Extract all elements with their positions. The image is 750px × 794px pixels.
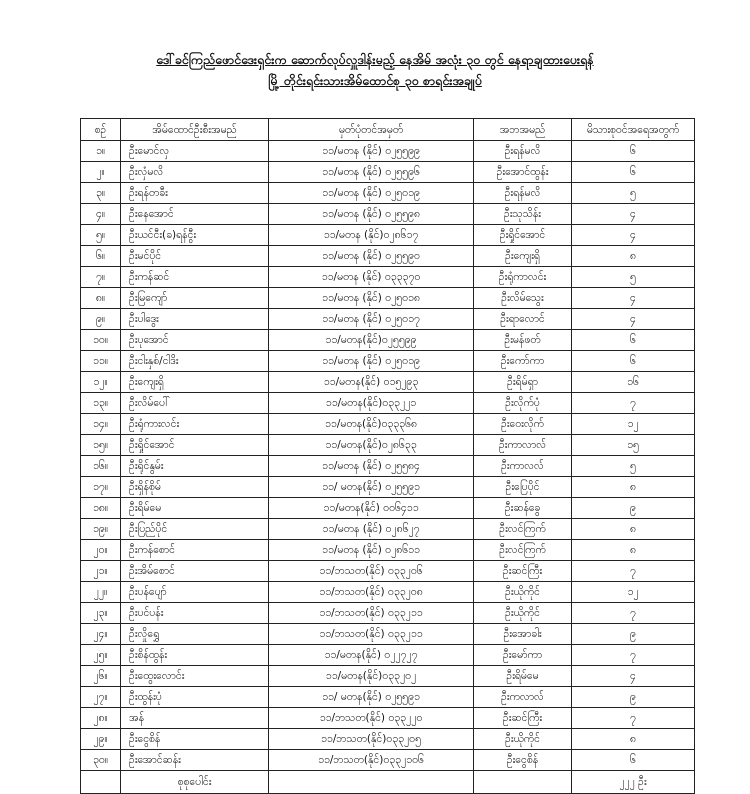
nrc-number-cell: ၁၁/မတန(နိုင်)၀၃၃၂၀၂: [269, 666, 474, 687]
total-empty-cell: [269, 771, 474, 794]
father-name-cell: ဦးသုသိန်း: [474, 204, 572, 225]
father-name-cell: ဦးယိုကိုင်: [474, 729, 572, 750]
table-row: [81, 729, 695, 750]
nrc-number-cell: ၁၁/မတန (နိုင်) ၀၂၅၅၈၄: [269, 456, 474, 477]
document-title-line-2: မြို့ တိုင်းရင်းသားအိမ်ထောင်စု ၃၀ စာရင်းအချုပ်: [268, 73, 482, 88]
serial-cell: ၁၆။: [81, 456, 121, 477]
table-row: [81, 246, 695, 267]
table-row: [81, 477, 695, 498]
table-row: [81, 435, 695, 456]
table-row: [81, 603, 695, 624]
family-count-cell: ၄: [572, 666, 695, 687]
family-count-cell: ၁၂: [572, 414, 695, 435]
total-empty-cell: [81, 771, 121, 794]
household-head-cell: ဦးလိမ်ပေါ်: [121, 393, 269, 414]
table-row: [81, 267, 695, 288]
table-row: [81, 351, 695, 372]
family-count-cell: ၇: [572, 645, 695, 666]
table-row: [81, 393, 695, 414]
household-head-cell: ဦးမင်ပိုင်: [121, 246, 269, 267]
nrc-number-cell: ၁၁/မတန (နိုင်) ၀၂၅၅၉၆: [269, 162, 474, 183]
household-head-cell: ဦးငွေစိန်: [121, 729, 269, 750]
household-head-cell: ဦးပြည်ပိုင်: [121, 519, 269, 540]
father-name-cell: ဦးဝေးလိုက်: [474, 414, 572, 435]
serial-cell: ၄။: [81, 204, 121, 225]
family-count-cell: ၆: [572, 162, 695, 183]
father-name-cell: ဦးမန်ဖတ်: [474, 330, 572, 351]
father-name-cell: ဦးကော်ကာ: [474, 351, 572, 372]
nrc-number-cell: ၁၁/မတန(နိုင်) ၀၁၅၂၉၃: [269, 372, 474, 393]
serial-cell: ၅။: [81, 225, 121, 246]
household-head-cell: ဦးရန်တခီး: [121, 183, 269, 204]
household-head-cell: ဦးအိမ်စောင်: [121, 561, 269, 582]
nrc-number-cell: ၁၁/မတန (နိုင်) ၀၃၃၃၇၀: [269, 267, 474, 288]
family-count-cell: ၅: [572, 183, 695, 204]
table-row: [81, 456, 695, 477]
nrc-number-cell: ၁၁/ဘသတ(နိုင်) ၀၃၃၂၀၈: [269, 582, 474, 603]
serial-cell: ၁၇။: [81, 477, 121, 498]
nrc-number-cell: ၁၁/ဘသတ(နိုင်)၀၃၃၂၀၅: [269, 729, 474, 750]
column-header-father-name: အဘအမည်: [474, 119, 572, 141]
serial-cell: ၉။: [81, 309, 121, 330]
serial-cell: ၇။: [81, 267, 121, 288]
household-head-cell: ဦးရုံကားလင်း: [121, 414, 269, 435]
household-head-cell: ဦးငါးနှစ်/ငါဒိး: [121, 351, 269, 372]
serial-cell: ၁၉။: [81, 519, 121, 540]
serial-cell: ၂၃။: [81, 603, 121, 624]
nrc-number-cell: ၁၁/ မတန(နိုင်) ၀၂၅၅၉၁: [269, 477, 474, 498]
serial-cell: ၁။: [81, 141, 121, 162]
household-head-cell: ဦးကန်ဆင်: [121, 267, 269, 288]
nrc-number-cell: ၁၁/မတန (နိုင်) ၀၂၅၀၁၈: [269, 288, 474, 309]
total-value: ၂၂၂ ဦး: [572, 771, 695, 794]
family-count-cell: ၁၅: [572, 435, 695, 456]
table-row: [81, 330, 695, 351]
nrc-number-cell: ၁၁/မတန (နိုင်)၀၂၈၆၁၇: [269, 225, 474, 246]
serial-cell: ၂၀။: [81, 540, 121, 561]
serial-cell: ၂။: [81, 162, 121, 183]
family-count-cell: ၈: [572, 729, 695, 750]
family-count-cell: ၇: [572, 561, 695, 582]
household-head-cell: ဦးလှံမလိ: [121, 162, 269, 183]
serial-cell: ၂၉။: [81, 729, 121, 750]
father-name-cell: ဦးကလာလ်: [474, 687, 572, 708]
serial-cell: ၁၃။: [81, 393, 121, 414]
column-header-nrc-number: မှတ်ပုံတင်အမှတ်: [269, 119, 474, 141]
serial-cell: ၂၅။: [81, 645, 121, 666]
table-header-row: [81, 119, 695, 141]
table-row: [81, 582, 695, 603]
serial-cell: ၁၂။: [81, 372, 121, 393]
father-name-cell: ဦးလင်ကြက်: [474, 519, 572, 540]
household-head-cell: ဦးကန်စောင်: [121, 540, 269, 561]
household-head-cell: ဦးရှိန်စိုမ်: [121, 477, 269, 498]
table-row: [81, 288, 695, 309]
household-head-cell: ဦးရိုင်နွမ်း: [121, 456, 269, 477]
household-head-cell: ဦးမောင်လှ: [121, 141, 269, 162]
serial-cell: ၂၁။: [81, 561, 121, 582]
family-count-cell: ၈: [572, 540, 695, 561]
serial-cell: ၁၈။: [81, 498, 121, 519]
table-row: [81, 750, 695, 771]
household-head-cell: ဦးမြကျော်: [121, 288, 269, 309]
document-title-line-1: ဒေါ်ခင်ကြည်ဖောင်ဒေးရှင်းက ဆောက်လုပ်လှူဒါန်းမည့် နေအိမ် အလုံး ၃၀ တွင် နေရာချထားပေးရန်: [156, 52, 594, 67]
household-head-cell: ဦးထွေးလောင်း: [121, 666, 269, 687]
father-name-cell: ဦးကျေးရှိ: [474, 246, 572, 267]
nrc-number-cell: ၁၁/ဘသတ(နိုင်) ၀၃၃၂၁၁: [269, 624, 474, 645]
family-count-cell: ၉: [572, 687, 695, 708]
nrc-number-cell: ၁၁/ဘသတ(နိုင်) ၀၃၃၂၂၀: [269, 708, 474, 729]
nrc-number-cell: ၁၁/မတန(နိုင်)၀၃၃၂၂၁: [269, 393, 474, 414]
serial-cell: ၃၀။: [81, 750, 121, 771]
family-count-cell: ၆: [572, 330, 695, 351]
nrc-number-cell: ၁၁/ဘသတ(နိုင်)၀၃၃၂၁၀၆: [269, 750, 474, 771]
nrc-number-cell: ၁၁/မတန (နိုင်) ၀၂၅၀၁၉: [269, 351, 474, 372]
father-name-cell: ဦးမော်ကာ: [474, 645, 572, 666]
table-row: [81, 183, 695, 204]
father-name-cell: ဦးဆင်ကြီး: [474, 561, 572, 582]
column-header-household-head: အိမ်ထောင်ဦးစီးအမည်: [121, 119, 269, 141]
household-head-cell: ဦးရိမ်မေ: [121, 498, 269, 519]
household-head-cell: ဦးယင်ငီး(ခ)ရန်ငွီး: [121, 225, 269, 246]
nrc-number-cell: ၁၁/မတန(နိုင်)၀၂၈၆၃၃: [269, 435, 474, 456]
serial-cell: ၆။: [81, 246, 121, 267]
family-count-cell: ၄: [572, 204, 695, 225]
serial-cell: ၂၈။: [81, 708, 121, 729]
household-head-cell: ဦးနေအောင်: [121, 204, 269, 225]
nrc-number-cell: ၁၁/မတန (နိုင်) ၀၂၈၆၂၇: [269, 519, 474, 540]
table-row: [81, 624, 695, 645]
household-head-cell: ဦးကျေးရှိ: [121, 372, 269, 393]
nrc-number-cell: ၁၁/မတန(နိုင်) ၀၂၂၇၂၇: [269, 645, 474, 666]
household-head-cell: ဦးရှိုင်အောင်: [121, 435, 269, 456]
household-head-cell: ဦးစိန်ထွန်း: [121, 645, 269, 666]
nrc-number-cell: ၁၁/မတန (နိုင်) ၀၂၈၆၁၁: [269, 540, 474, 561]
serial-cell: ၂၇။: [81, 687, 121, 708]
nrc-number-cell: ၁၁/မတန(နိုင်)၀၃၃၃၆၈: [269, 414, 474, 435]
household-head-cell: ဦးပန်ပျော်: [121, 582, 269, 603]
father-name-cell: ဦးယိုကိုင်: [474, 582, 572, 603]
column-header-serial: စဉ်: [81, 119, 121, 141]
family-count-cell: ၄: [572, 225, 695, 246]
serial-cell: ၃။: [81, 183, 121, 204]
table-row: [81, 414, 695, 435]
nrc-number-cell: ၁၁/ဘသတ(နိုင်) ၀၃၃၂၀၆: [269, 561, 474, 582]
nrc-number-cell: ၁၁/မတန (နိုင်) ၀၂၅၅၉၀: [269, 246, 474, 267]
father-name-cell: ဦးရန်မလိ: [474, 141, 572, 162]
nrc-number-cell: ၁၁/မတန (နိုင်) ၀၂၅၀၁၇: [269, 309, 474, 330]
father-name-cell: ဦးလိုက်ပုံ: [474, 393, 572, 414]
serial-cell: ၁၁။: [81, 351, 121, 372]
family-count-cell: ၈: [572, 246, 695, 267]
father-name-cell: ဦးရိမ်မေ: [474, 666, 572, 687]
nrc-number-cell: ၁၁/မတန(နိုင်)၀၂၅၅၉၉: [269, 330, 474, 351]
family-count-cell: ၆: [572, 141, 695, 162]
household-head-cell: အန်: [121, 708, 269, 729]
family-count-cell: ၇: [572, 603, 695, 624]
table-row: [81, 687, 695, 708]
table-row: [81, 519, 695, 540]
family-count-cell: ၉: [572, 624, 695, 645]
household-head-cell: ဦးအောင်ဆန်း: [121, 750, 269, 771]
family-count-cell: ၆: [572, 351, 695, 372]
total-empty-cell: [474, 771, 572, 794]
table-row: [81, 372, 695, 393]
father-name-cell: ဦးရန်မလိ: [474, 183, 572, 204]
household-head-cell: ဦးထွန်းပုံ: [121, 687, 269, 708]
family-count-cell: ၉: [572, 498, 695, 519]
father-name-cell: ဦးရာလောင်: [474, 309, 572, 330]
father-name-cell: ဦးလိမ်သွေး: [474, 288, 572, 309]
family-count-cell: ၁၆: [572, 372, 695, 393]
table-row: [81, 204, 695, 225]
table-row: [81, 561, 695, 582]
table-row: [81, 645, 695, 666]
nrc-number-cell: ၁၁/မတန (နိုင်) ၀၂၅၅၉၈: [269, 204, 474, 225]
father-name-cell: ဦးပြေပိုင်: [474, 477, 572, 498]
serial-cell: ၂၆။: [81, 666, 121, 687]
father-name-cell: ဦးရှိုင်အောင်: [474, 225, 572, 246]
serial-cell: ၈။: [81, 288, 121, 309]
family-count-cell: ၁၂: [572, 582, 695, 603]
table-row: [81, 309, 695, 330]
nrc-number-cell: ၁၁/ဘသတ(နိုင်) ၀၃၃၂၁၁: [269, 603, 474, 624]
father-name-cell: ဦးဆင်ကြီး: [474, 708, 572, 729]
father-name-cell: ဦးရုံကာလင်း: [474, 267, 572, 288]
father-name-cell: ဦးအောင်ထွန်း: [474, 162, 572, 183]
household-list-table: [80, 118, 695, 794]
family-count-cell: ၅: [572, 267, 695, 288]
father-name-cell: ဦးငွေစိန်: [474, 750, 572, 771]
father-name-cell: ဦးဆန်ခွေ: [474, 498, 572, 519]
column-header-family-members: မိသားစုဝင်အရေအတွက်: [572, 119, 695, 141]
serial-cell: ၁၄။: [81, 414, 121, 435]
family-count-cell: ၅: [572, 456, 695, 477]
total-label: စုစုပေါင်း: [121, 771, 269, 794]
family-count-cell: ၄: [572, 288, 695, 309]
family-count-cell: ၈: [572, 477, 695, 498]
table-row: [81, 225, 695, 246]
father-name-cell: ဦးအောခါး: [474, 624, 572, 645]
household-head-cell: ဦးပင်ပန်း: [121, 603, 269, 624]
nrc-number-cell: ၁၁/မတန (နိုင်) ၀၂၅၀၁၉: [269, 183, 474, 204]
table-row: [81, 708, 695, 729]
nrc-number-cell: ၁၁/မတန (နိုင်) ၀၂၅၅၉၉: [269, 141, 474, 162]
nrc-number-cell: ၁၁/ မတန(နိုင်) ၀၂၅၅၉၁: [269, 687, 474, 708]
table-row: [81, 540, 695, 561]
household-head-cell: ဦးပါဒွေး: [121, 309, 269, 330]
household-head-cell: ဦးလှိုရွှေ: [121, 624, 269, 645]
nrc-number-cell: ၁၁/မတန(နိုင်) ၀၀၆၄၁၁: [269, 498, 474, 519]
table-row: [81, 666, 695, 687]
serial-cell: ၁၅။: [81, 435, 121, 456]
household-head-cell: ဦးပုအောင်: [121, 330, 269, 351]
father-name-cell: ဦးရိမ်ရှာ: [474, 372, 572, 393]
family-count-cell: ၈: [572, 519, 695, 540]
table-total-row: [81, 771, 695, 794]
serial-cell: ၁၀။: [81, 330, 121, 351]
family-count-cell: ၆: [572, 750, 695, 771]
father-name-cell: ဦးကာလလ်: [474, 456, 572, 477]
family-count-cell: ၄: [572, 309, 695, 330]
serial-cell: ၂၂။: [81, 582, 121, 603]
father-name-cell: ဦးလင်ကြက်: [474, 540, 572, 561]
serial-cell: ၂၄။: [81, 624, 121, 645]
table-row: [81, 498, 695, 519]
table-row: [81, 162, 695, 183]
family-count-cell: ၇: [572, 708, 695, 729]
father-name-cell: ဦးကာလာလ်: [474, 435, 572, 456]
family-count-cell: ၇: [572, 393, 695, 414]
father-name-cell: ဦးယိုကိုင်: [474, 603, 572, 624]
table-row: [81, 141, 695, 162]
